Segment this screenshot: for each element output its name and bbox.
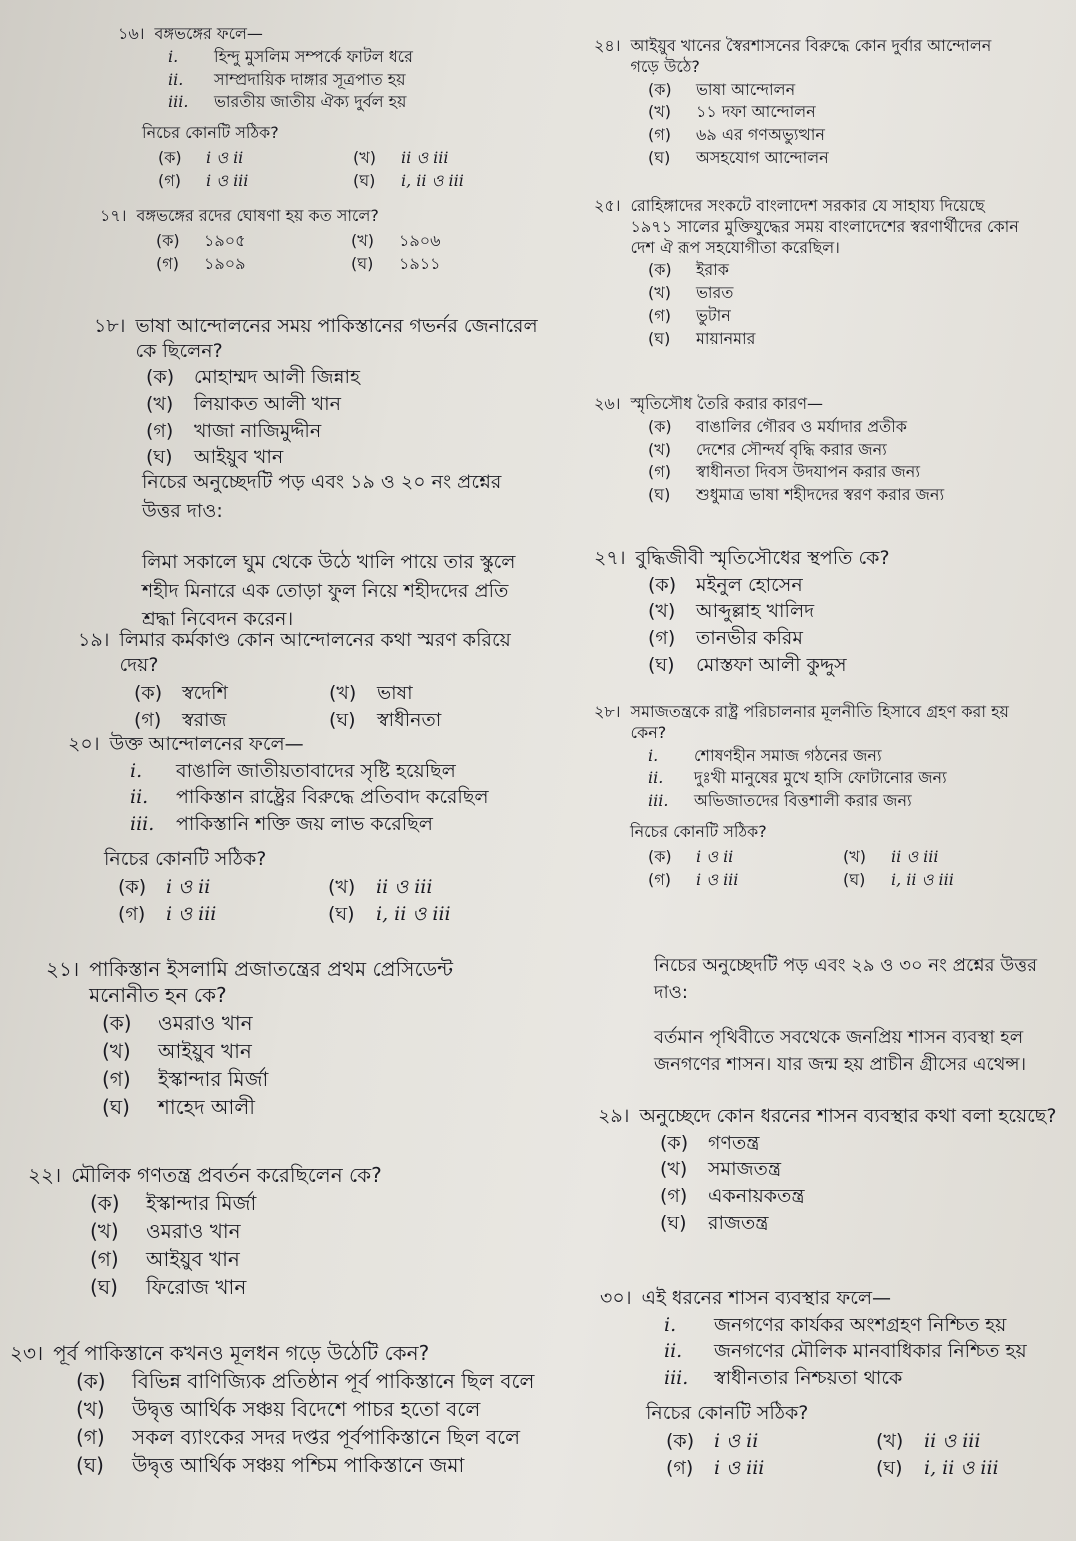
option-ka: (ক) ১৯০৫ [156, 230, 246, 250]
question-number: ২১। [46, 957, 80, 981]
option-ka: (ক) মোহাম্মদ আলী জিন্নাহ [146, 366, 360, 389]
option-gha: (ঘ) i, ii ও iii [876, 1457, 999, 1480]
option-ga: (গ) আইয়ুব খান [90, 1247, 240, 1271]
option-gha: (ঘ) স্বাধীনতা [329, 709, 442, 732]
statement: ii. পাকিস্তান রাষ্ট্রের বিরুদ্ধে প্রতিবাদ করেছিল [130, 786, 489, 809]
option-gha: (ঘ) i, ii ও iii [843, 869, 954, 889]
question-25 [594, 196, 1024, 350]
question-text: বঙ্গভঙ্গের রদের ঘোষণা হয় কত সালে? [136, 206, 379, 225]
option-ka: (ক) মইনুল হোসেন [648, 573, 803, 596]
option-ka: (ক) বিভিন্ন বাণিজ্যিক প্রতিষ্ঠান পূর্ব পাকিস্তানে ছিল বলে [76, 1369, 535, 1393]
option-ga: (গ) খাজা নাজিমুদ্দীন [146, 419, 322, 442]
option-ga: (গ) ভুটান [648, 305, 731, 325]
question-number: ২৮। [594, 702, 621, 721]
passage-2-intro: নিচের অনুচ্ছেদটি পড় এবং ২৯ ও ৩০ নং প্রশ্নের উত্তর দাও: [654, 955, 1038, 1003]
option-kha: (খ) আইয়ুব খান [102, 1039, 252, 1063]
option-ka: (ক) i ও ii [666, 1430, 759, 1453]
statement: i. হিন্দু মুসলিম সম্পর্কে ফাটল ধরে [168, 46, 413, 66]
option-gha: (ঘ) মোস্তফা আলী কুদ্দুস [648, 653, 847, 676]
question-number: ১৯। [78, 629, 110, 651]
option-ga: (গ) i ও iii [666, 1457, 765, 1480]
question-text: মৌলিক গণতন্ত্র প্রবর্তন করেছিলেন কে? [71, 1163, 382, 1187]
question-27 [594, 546, 1034, 677]
option-gha: (ঘ) রাজতন্ত্র [660, 1211, 769, 1234]
question-number: ২৪। [594, 36, 621, 55]
option-ga: (গ) তানভীর করিম [648, 627, 803, 650]
question-ask: নিচের কোনটি সঠিক? [646, 1401, 809, 1424]
question-text: স্মৃতিসৌধ তৈরি করার কারণ— [630, 394, 824, 413]
option-kha: (খ) ii ও iii [353, 147, 449, 167]
statement: iii. অভিজাতদের বিত্তশালী করার জন্য [648, 791, 912, 811]
question-text: এই ধরনের শাসন ব্যবস্থার ফলে— [641, 1287, 892, 1309]
option-kha: (খ) লিয়াকত আলী খান [146, 393, 342, 416]
option-ga: (গ) i ও iii [158, 170, 249, 190]
option-gha: (ঘ) উদ্বৃত্ত আর্থিক সঞ্চয় পশ্চিম পাকিস্তানে জমা [76, 1453, 465, 1477]
question-text: পাকিস্তান ইসলামি প্রজাতন্ত্রের প্রথম প্রেসিডেন্ট মনোনীত হন কে? [89, 957, 453, 1007]
statement: iii. পাকিস্তানি শক্তি জয় লাভ করেছিল [130, 813, 433, 836]
question-text: বুদ্ধিজীবী স্মৃতিসৌধের স্থপতি কে? [635, 547, 890, 569]
question-number: ২০। [68, 733, 100, 755]
question-text: উক্ত আন্দোলনের ফলে— [109, 733, 304, 755]
option-ga: (গ) ইস্কান্দার মির্জা [102, 1067, 269, 1091]
option-ga: (গ) সকল ব্যাংকের সদর দপ্তর পূর্বপাকিস্তানে ছিল বলে [76, 1425, 521, 1449]
option-kha: (খ) ii ও iii [328, 876, 433, 899]
option-ka: (ক) ভাষা আন্দোলন [648, 79, 796, 99]
option-kha: (খ) ii ও iii [876, 1430, 981, 1453]
question-number: ৩০। [600, 1287, 632, 1309]
option-ga: (গ) স্বাধীনতা দিবস উদযাপন করার জন্য [648, 462, 920, 482]
option-kha: (খ) সমাজতন্ত্র [660, 1158, 782, 1181]
option-ka: (ক) i ও ii [648, 846, 734, 866]
question-ask: নিচের কোনটি সঠিক? [142, 123, 279, 143]
option-ga: (গ) একনায়কতন্ত্র [660, 1185, 805, 1208]
option-ga: (গ) i ও iii [648, 869, 739, 889]
question-text: পূর্ব পাকিস্তানে কখনও মূলধন গড়ে উঠেটি কেন? [53, 1341, 430, 1365]
option-kha: (খ) আব্দুল্লাহ খালিদ [648, 600, 815, 623]
question-number: ১৮। [94, 315, 126, 337]
question-text: রোহিঙ্গাদের সংকটে বাংলাদেশ সরকার যে সাহায্য দিয়েছে ১৯৭১ সালের মুক্তিযুদ্ধের সময় বাংলাদেশের স্বরণার্থীদের কোন দেশ ঐ রূপ সহযোগীতা করেছিল। [630, 196, 1019, 257]
question-number: ২৬। [594, 394, 621, 413]
question-24 [594, 36, 1014, 169]
question-18 [94, 314, 544, 470]
question-29 [598, 1104, 1058, 1235]
option-gha: (ঘ) শাহেদ আলী [102, 1095, 255, 1119]
statement: ii. জনগণের মৌলিক মানবাধিকার নিশ্চিত হয় [664, 1340, 1027, 1363]
option-gha: (ঘ) অসহযোগ আন্দোলন [648, 147, 829, 167]
option-kha: (খ) ১১ দফা আন্দোলন [648, 102, 816, 122]
option-gha: (ঘ) i, ii ও iii [328, 903, 451, 926]
question-number: ২৯। [598, 1105, 630, 1127]
option-ga: (গ) স্বরাজ [134, 709, 227, 732]
option-ka: (ক) i ও ii [158, 147, 244, 167]
question-19 [78, 628, 548, 733]
option-ga: (গ) ৬৯ এর গণঅভ্যুত্থান [648, 125, 825, 145]
option-gha: (ঘ) শুধুমাত্র ভাষা শহীদদের স্বরণ করার জন্য [648, 485, 945, 505]
option-kha: (খ) ১৯০৬ [351, 230, 441, 250]
option-ga: (গ) i ও iii [118, 903, 217, 926]
option-kha: (খ) ভারত [648, 283, 734, 303]
option-ka: (ক) i ও ii [118, 876, 211, 899]
statement: i. শোষণহীন সমাজ গঠনের জন্য [648, 745, 882, 765]
question-20 [68, 732, 548, 927]
option-ka: (ক) ইস্কান্দার মির্জা [90, 1191, 257, 1215]
statement: ii. সাম্প্রদায়িক দাঙ্গার সূত্রপাত হয় [168, 69, 406, 89]
statement: i. জনগণের কার্যকর অংশগ্রহণ নিশ্চিত হয় [664, 1313, 1007, 1336]
question-number: ২৫। [594, 196, 621, 215]
question-number: ১৭। [100, 206, 127, 225]
question-text: অনুচ্ছেদে কোন ধরনের শাসন ব্যবস্থার কথা বলা হয়েছে? [639, 1105, 1057, 1127]
statement: iii. ভারতীয় জাতীয় ঐক্য দুর্বল হয় [168, 92, 407, 112]
question-text: লিমার কর্মকাণ্ড কোন আন্দোলনের কথা স্মরণ করিয়ে দেয়? [119, 629, 511, 676]
option-gha: (ঘ) i, ii ও iii [353, 170, 464, 190]
question-16 [118, 24, 538, 192]
question-number: ১৬। [118, 24, 145, 43]
question-23 [10, 1340, 550, 1478]
passage-1: লিমা সকালে ঘুম থেকে উঠে খালি পায়ে তার স্কুলে শহীদ মিনারে এক তোড়া ফুল নিয়ে শহীদদের প্রতি শ্রদ্ধা নিবেদন করেন। [142, 551, 516, 630]
question-ask: নিচের কোনটি সঠিক? [630, 821, 767, 841]
option-gha: (ঘ) ১৯১১ [351, 253, 441, 273]
question-21 [46, 956, 506, 1120]
option-kha: (খ) ওমরাও খান [90, 1219, 241, 1243]
question-text: আইয়ুব খানের স্বৈরশাসনের বিরুদ্ধে কোন দুর্বার আন্দোলন গড়ে উঠে? [630, 36, 992, 76]
statement: iii. স্বাধীনতার নিশ্চয়তা থাকে [664, 1367, 903, 1390]
passage-1-intro: নিচের অনুচ্ছেদটি পড় এবং ১৯ ও ২০ নং প্রশ্নের উত্তর দাও: [142, 471, 502, 522]
option-kha: (খ) দেশের সৌন্দর্য বৃদ্ধি করার জন্য [648, 439, 887, 459]
option-ka: (ক) ইরাক [648, 260, 729, 280]
question-22 [28, 1162, 508, 1300]
option-ga: (গ) ১৯০৯ [156, 253, 246, 273]
question-17 [100, 206, 540, 274]
question-30 [600, 1286, 1060, 1481]
option-ka: (ক) বাঙালির গৌরব ও মর্যাদার প্রতীক [648, 416, 907, 436]
option-kha: (খ) ভাষা [329, 682, 413, 705]
question-text: সমাজতন্ত্রকে রাষ্ট্র পরিচালনার মূলনীতি হিসাবে গ্রহণ করা হয় কেন? [630, 702, 1009, 742]
passage-2: বর্তমান পৃথিবীতে সবথেকে জনপ্রিয় শাসন ব্যবস্থা হল জনগণের শাসন। যার জন্ম হয় প্রাচীন গ্রীসের এথেন্স। [654, 1027, 1027, 1075]
option-ka: (ক) গণতন্ত্র [660, 1131, 760, 1154]
statement: i. বাঙালি জাতীয়তাবাদের সৃষ্টি হয়েছিল [130, 759, 456, 782]
question-text: বঙ্গভঙ্গের ফলে— [154, 24, 263, 43]
option-gha: (ঘ) আইয়ুব খান [146, 446, 284, 469]
option-kha: (খ) ii ও iii [843, 846, 939, 866]
question-number: ২২। [28, 1163, 62, 1187]
question-ask: নিচের কোনটি সঠিক? [104, 847, 267, 870]
question-number: ২৩। [10, 1341, 44, 1365]
statement: ii. দুঃখী মানুষের মুখে হাসি ফোটানোর জন্য [648, 768, 947, 788]
option-gha: (ঘ) মায়ানমার [648, 328, 756, 348]
question-number: ২৭। [594, 547, 626, 569]
question-26 [594, 394, 1034, 506]
question-28 [594, 702, 1034, 890]
option-gha: (ঘ) ফিরোজ খান [90, 1275, 247, 1299]
option-ka: (ক) ওমরাও খান [102, 1011, 253, 1035]
question-text: ভাষা আন্দোলনের সময় পাকিস্তানের গভর্নর জেনারেল কে ছিলেন? [135, 315, 538, 362]
option-kha: (খ) উদ্বৃত্ত আর্থিক সঞ্চয় বিদেশে পাচর হতো বলে [76, 1397, 481, 1421]
option-ka: (ক) স্বদেশি [134, 682, 228, 705]
